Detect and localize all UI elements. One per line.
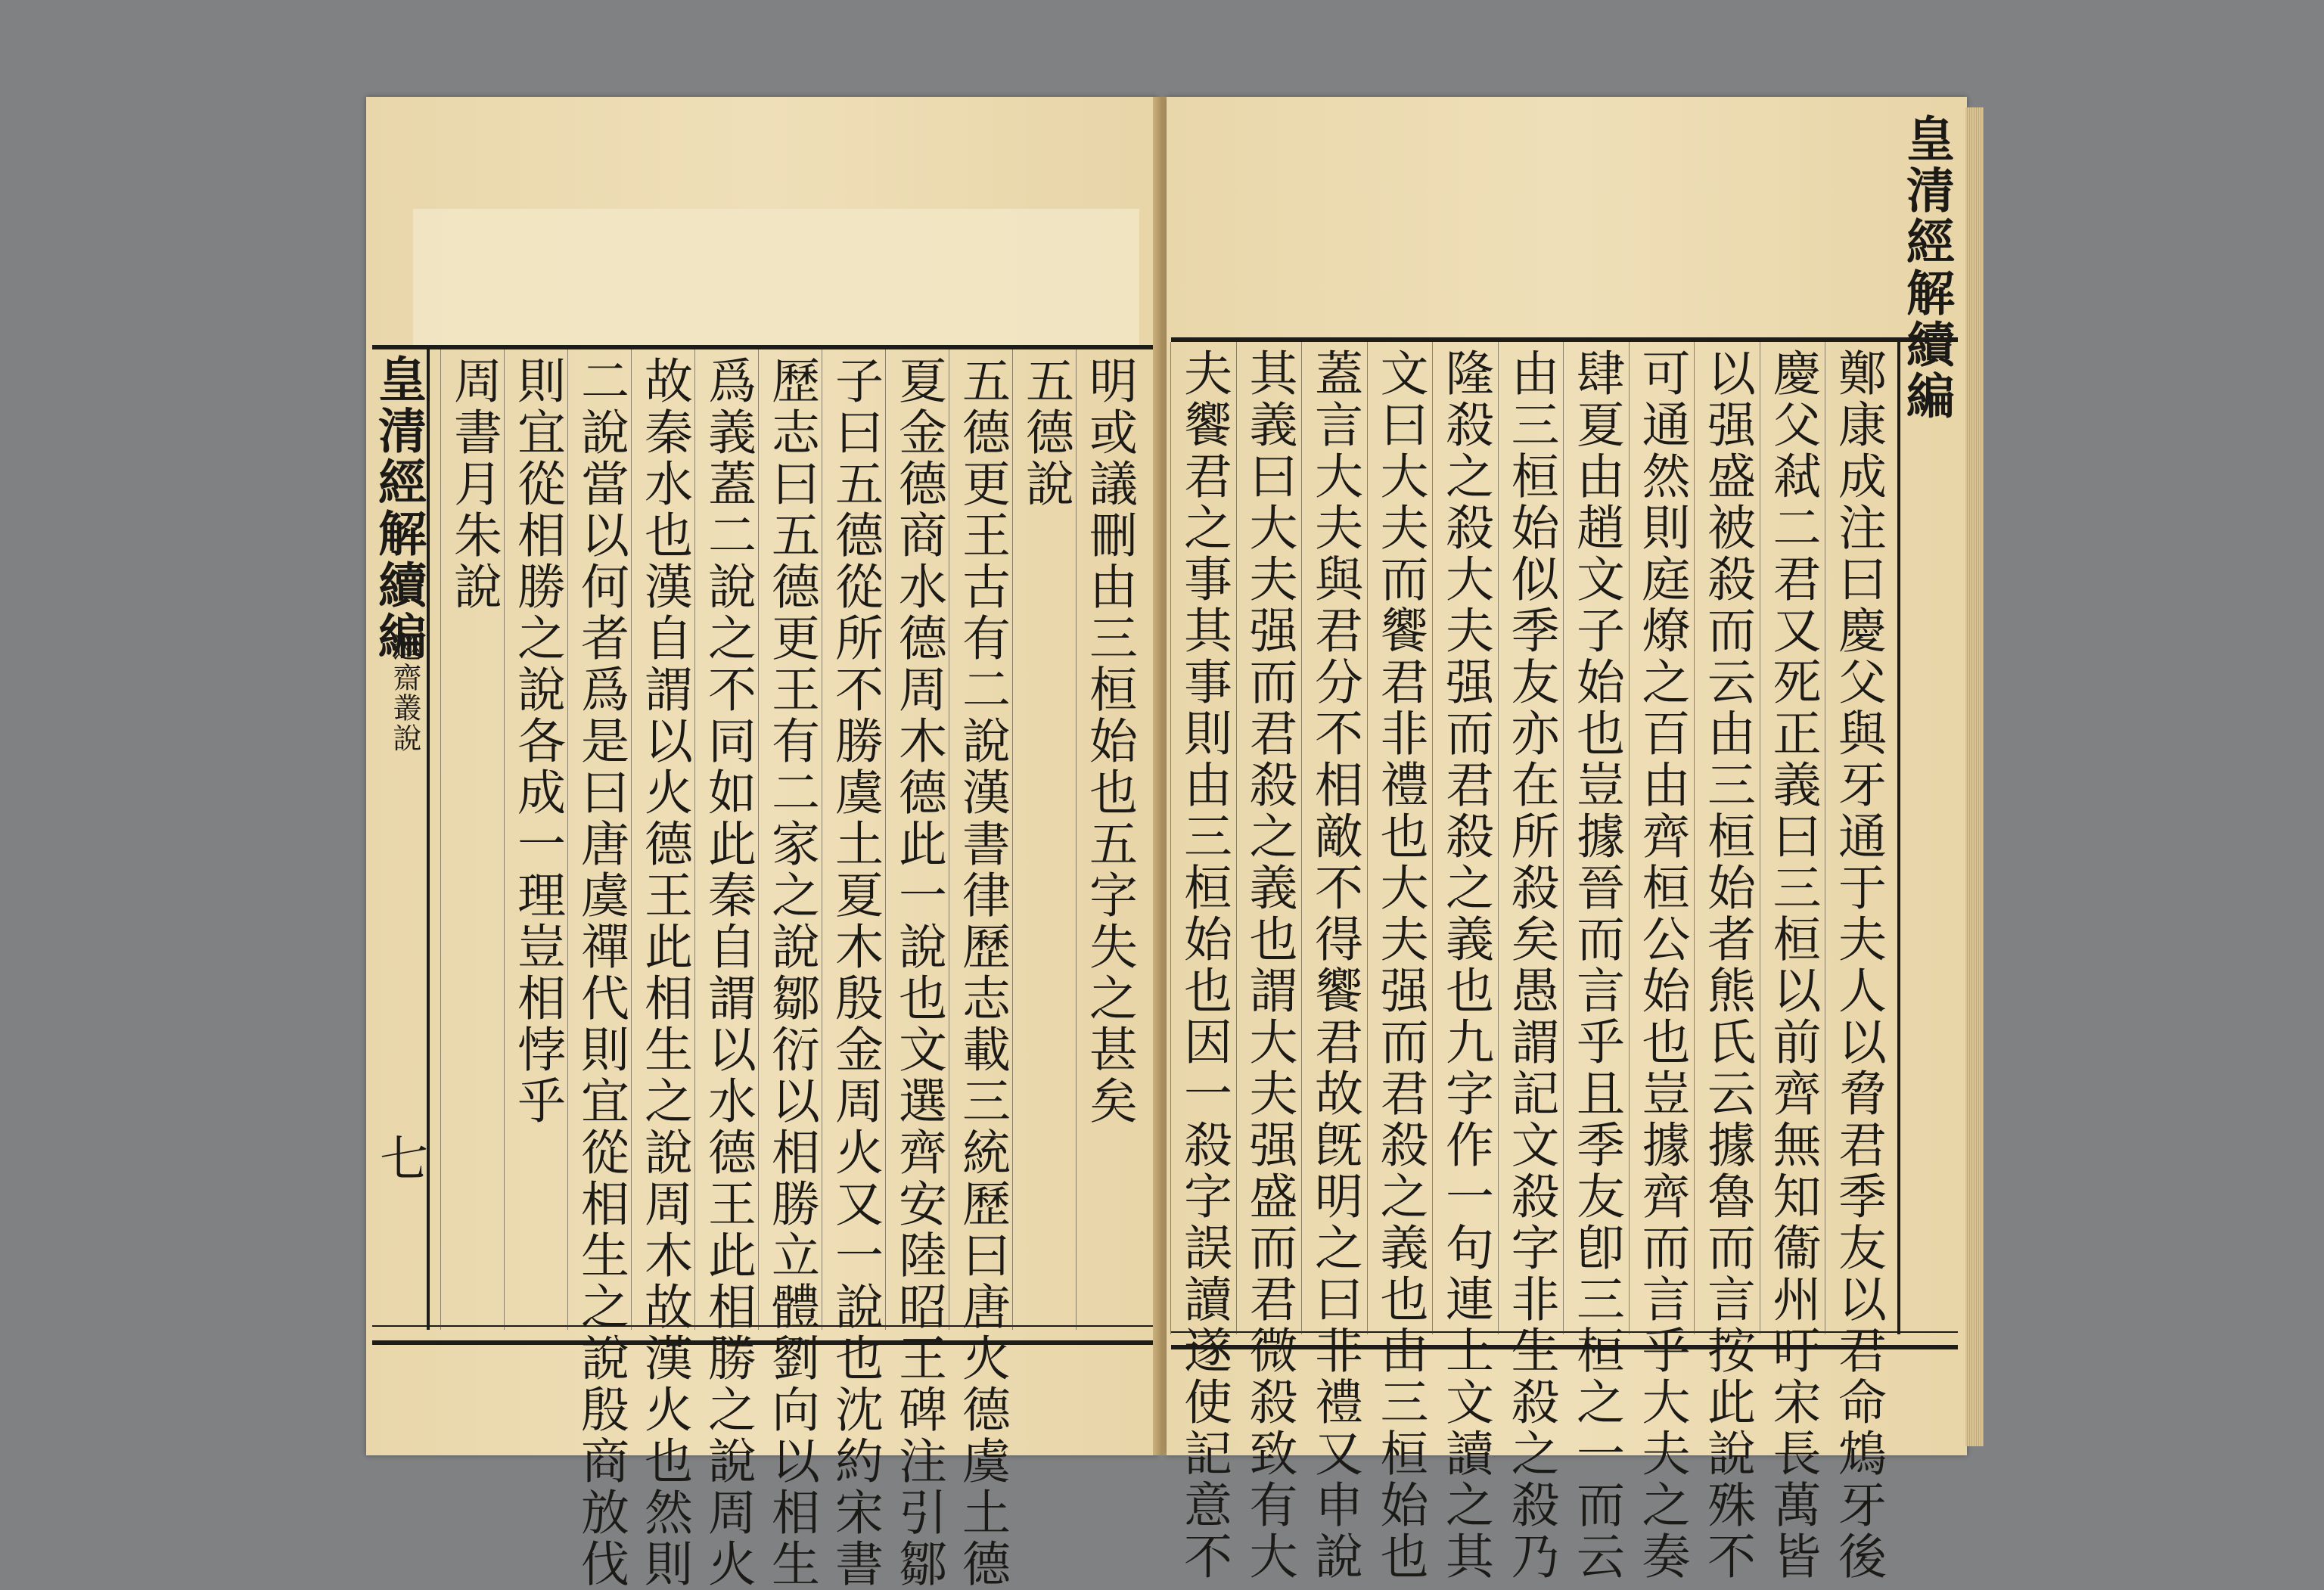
column-rule [1170,342,1171,1334]
text-column: 其義曰大夫强而君殺之義也謂大夫强盛而君微殺致有大 [1241,348,1297,1582]
column-rule [1432,342,1433,1334]
column-rule [885,349,886,1330]
column-rule [504,349,505,1330]
text-column: 蓋言大夫與君分不相敵不得饗君故旣明之曰非禮又申說 [1306,348,1362,1582]
text-column: 鄭康成注曰慶父與牙通于夫人以脅君季友以君命鴆牙後 [1830,348,1886,1582]
text-column: 歷志曰五德更王有二家之說鄒衍以相勝立體劉向以相生 [763,356,819,1590]
text-column: 二說當以何者爲是曰唐虞禪代則宜從相生之說殷商放伐 [573,356,629,1590]
text-column: 文曰大夫而饗君非禮也大夫强而君殺之義也由三桓始也 [1372,348,1428,1582]
margin-subtitle: 遾齋叢說 [388,632,421,753]
column-rule [1236,342,1237,1334]
column-rule [1629,342,1630,1334]
margin-title: 皇清經解續編 [1898,113,1955,422]
text-column: 慶父弒二君又死正義曰三桓以前齊無知衞州吁宋長萬皆 [1764,348,1821,1582]
text-column: 以强盛被殺而云由三桓始者熊氏云據魯而言按此說殊不 [1699,348,1755,1582]
column-rule [1301,342,1302,1334]
text-column: 爲義蓋二說之不同如此秦自謂以水德王此相勝之說周火 [700,356,756,1590]
paper-slip [413,209,1139,346]
top-border-rule [1171,337,1958,342]
right-page [1167,97,1967,1582]
column-rule [631,349,632,1330]
margin-divider [1897,342,1900,1334]
column-rule [1367,342,1368,1334]
left-page [366,97,1157,1590]
column-rule [1563,342,1564,1334]
text-column: 可通然則庭燎之百由齊桓公始也豈據齊而言乎大夫之奏 [1633,348,1690,1582]
text-column: 由三桓始似季友亦在所殺矣愚謂記文殺字非生殺之殺乃 [1502,348,1559,1582]
text-column: 夫饗君之事其事則由三桓始也因一殺字誤讀遂使記意不 [1176,348,1232,1582]
text-column: 隆殺之殺大夫强而君殺之義也九字作一句連上文讀之其 [1437,348,1493,1582]
text-column: 明或議刪由三桓始也五字失之甚矣 [1081,356,1137,1127]
page-number: 七 [371,1133,427,1185]
text-column: 則宜從相勝之說各成一理豈相悖乎 [509,356,565,1127]
margin-title: 皇清經解續編 [370,354,427,663]
column-rule [440,349,441,1330]
column-rule [1076,349,1077,1330]
text-column: 夏金德商水德周木德此一說也文選齊安陸昭王碑注引鄒 [890,356,946,1590]
column-rule [758,349,759,1330]
column-rule [1498,342,1499,1334]
column-rule [1694,342,1695,1334]
column-rule [694,349,695,1330]
column-rule [1012,349,1013,1330]
margin-divider [427,349,430,1330]
text-column: 故秦水也漢自謂以火德王此相生之說周木故漢火也然則 [636,356,692,1590]
text-column: 五德說 [1018,356,1073,510]
open-book [366,97,1967,1590]
text-column: 子曰五德從所不勝虞土夏木殷金周火又一說也沈約宋書 [827,356,883,1590]
text-column: 肆夏由趙文子始也豈據晉而言乎且季友卽三桓之一而云 [1568,348,1624,1582]
column-rule [567,349,568,1330]
page-edge [1965,107,1984,1446]
top-border-rule [372,345,1154,349]
text-column: 周書月朱說 [446,356,502,613]
text-column: 五德更王古有二說漢書律歷志載三統歷曰唐火德虞土德 [954,356,1010,1590]
